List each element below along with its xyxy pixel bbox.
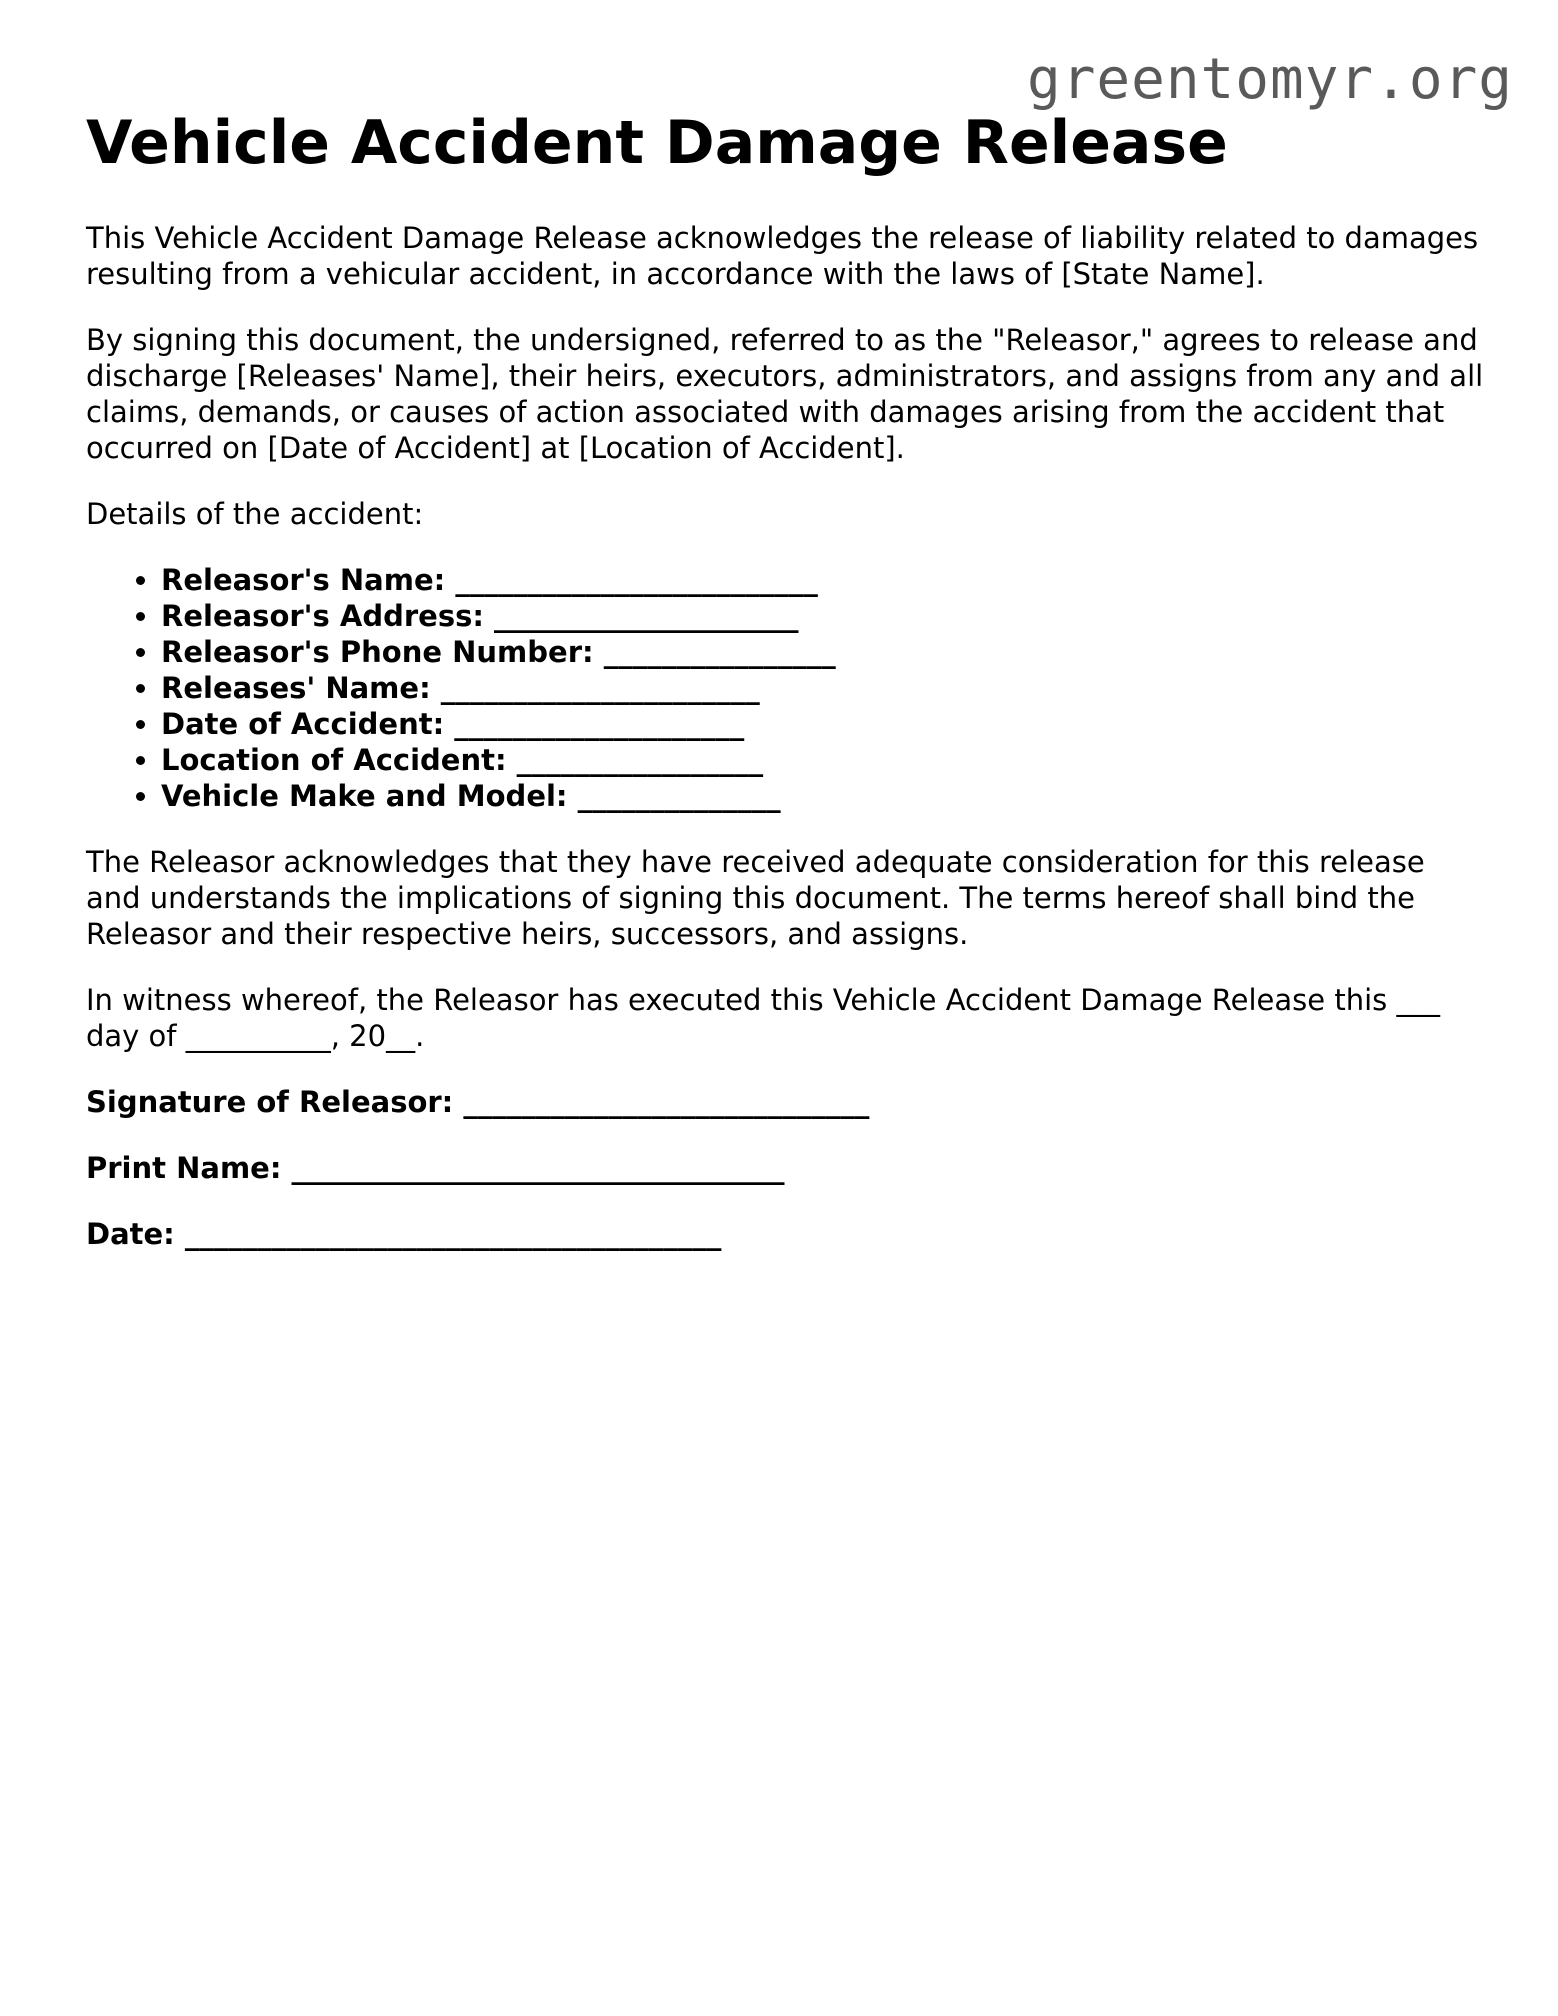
detail-releasor-name: • Releasor's Name: _________________________ [161,562,1486,598]
detail-location-of-accident: • Location of Accident: _________________ [161,742,1486,778]
detail-date-of-accident: • Date of Accident: ____________________ [161,706,1486,742]
print-name-line: Print Name: __________________________________ [86,1151,785,1185]
watermark: greentomyr.org [1026,47,1513,112]
details-heading: Details of the accident: [86,497,424,531]
detail-releasor-phone: • Releasor's Phone Number: ________________ [161,634,1486,670]
detail-releases-name: • Releases' Name: ______________________ [161,670,1486,706]
date-line: Date: _____________________________________ [86,1217,722,1251]
witness-paragraph: In witness whereof, the Releasor has executed this Vehicle Accident Damage Release this ___ day of __________, 20__. [86,983,1440,1053]
intro-paragraph: This Vehicle Accident Damage Release acknowledges the release of liability related to damages resulting from a vehicular accident, in accordance with the laws of [State Name]. [86,221,1479,291]
document-page [86,110,1486,1282]
acknowledgment-paragraph: The Releasor acknowledges that they have received adequate consideration for this release and understands the implications of signing this document. The terms hereof shall bind the Releasor and their respective heirs, successors, and assigns. [86,845,1425,951]
signature-line: Signature of Releasor: ____________________________ [86,1085,870,1119]
document-title: Vehicle Accident Damage Release [86,108,1228,178]
detail-releasor-address: • Releasor's Address: _____________________ [161,598,1486,634]
release-paragraph: By signing this document, the undersigned, referred to as the "Releasor," agrees to release and discharge [Releases' Name], their heirs, executors, administrators, and assigns from any and all claims, demands, or causes of action associated with damages arising from the accident that occurred on [Date of Accident] at [Location of Accident]. [86,323,1484,465]
details-list [86,562,1486,814]
detail-vehicle-make-model: • Vehicle Make and Model: ______________ [161,778,1486,814]
